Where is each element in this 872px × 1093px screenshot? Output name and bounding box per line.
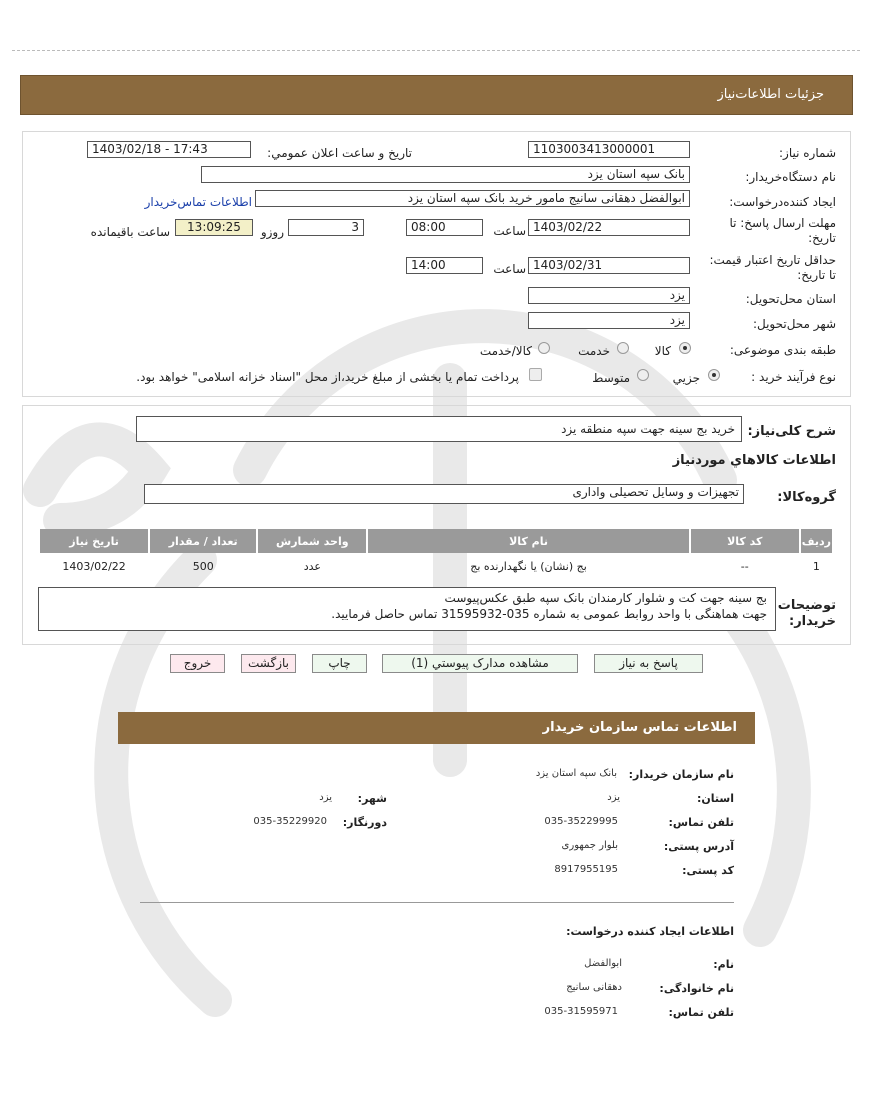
contact-address-value: بلوار جمهوری [561, 840, 618, 851]
top-divider [12, 50, 860, 51]
contact-title: اطلاعات تماس سازمان خریدار [542, 720, 737, 735]
announce-field: 1403/02/18 - 17:43 [87, 141, 251, 158]
category-radio-goods[interactable] [679, 342, 691, 354]
page-title: جزئیات اطلاعات‌نیاز [717, 87, 824, 102]
buyer-org-field: بانک سپه استان یزد [201, 166, 690, 183]
city-label: شهر محل‌تحویل: [752, 317, 836, 331]
contact-province-value: یزد [607, 792, 620, 803]
contact-divider [140, 902, 734, 903]
cell-name: بج (نشان) یا نگهدارنده بج [470, 559, 587, 573]
goods-group-label: گروه‌کالا: [777, 490, 836, 505]
category-radio-both[interactable] [538, 342, 550, 354]
deadline-date-field: 1403/02/22 [528, 219, 690, 236]
creator-info-title: اطلاعات ایجاد کننده درخواست: [566, 925, 734, 938]
validity-time-label: ساعت [493, 262, 526, 276]
remaining-timer: 13:09:25 [175, 219, 253, 236]
process-medium-label: متوسط [592, 371, 630, 385]
deadline-time-label: ساعت [493, 224, 526, 238]
contact-postal-value: 8917955195 [554, 864, 618, 875]
contact-fax-label: دورنگار: [342, 816, 387, 829]
goods-group-field: تجهیزات و وسایل تحصیلی واداری [144, 484, 744, 504]
category-radio-service[interactable] [617, 342, 629, 354]
contact-fax-value: 035-35229920 [253, 816, 327, 827]
col-date: تاریخ نیاز [40, 529, 148, 553]
contact-header [118, 712, 755, 744]
validity-date-field: 1403/02/31 [528, 257, 690, 274]
deadline-time-field: 08:00 [406, 219, 483, 236]
deadline-label: مهلت ارسال پاسخ: تا تاریخ: [729, 216, 836, 245]
creator-family-value: دهقانی سانیج [566, 982, 622, 993]
contact-address-label: آدرس پستی: [663, 840, 734, 853]
contact-org-value: بانک سپه استان یزد [535, 768, 617, 779]
validity-label: حداقل تاریخ اعتبار قیمت: تا تاریخ: [709, 253, 836, 282]
notes-label-1: توضیحات [777, 598, 836, 613]
notes-line-1: بج سینه جهت کت و شلوار کارمندان بانک سپه طبق عکس‌پیوست [444, 591, 767, 605]
cell-unit: عدد [303, 559, 321, 573]
category-goods-label: کالا [654, 344, 671, 358]
city-field: یزد [528, 312, 690, 329]
validity-time-field: 14:00 [406, 257, 483, 274]
exit-button[interactable]: خروج [170, 654, 225, 673]
process-radio-medium[interactable] [637, 369, 649, 381]
summary-field: خرید بج سینه جهت سپه منطقه یزد [136, 416, 742, 442]
days-field: 3 [288, 219, 364, 236]
goods-table [38, 527, 834, 579]
col-unit: واحد شمارش [258, 529, 366, 553]
buyer-contact-link[interactable]: اطلاعات تماس‌خریدار [144, 195, 252, 209]
process-radio-minor[interactable] [708, 369, 720, 381]
days-label: روزو [260, 225, 284, 239]
cell-row: 1 [812, 559, 820, 573]
contact-phone-value: 035-35229995 [544, 816, 618, 827]
creator-phone-value: 035-31595971 [544, 1006, 618, 1017]
page-header [20, 75, 853, 115]
contact-phone-label: تلفن تماس: [668, 816, 734, 829]
cell-date: 1403/02/22 [62, 559, 126, 573]
category-service-label: خدمت [578, 344, 610, 358]
buyer-notes-box [38, 587, 776, 631]
creator-name-value: ابوالفضل [584, 958, 622, 969]
province-field: یزد [528, 287, 690, 304]
category-both-label: کالا/خدمت [479, 344, 532, 358]
contact-postal-label: کد پستی: [682, 864, 734, 877]
contact-province-label: استان: [697, 792, 734, 805]
province-label: استان محل‌تحویل: [745, 292, 836, 306]
col-row: ردیف [801, 529, 832, 553]
cell-code: -- [740, 559, 749, 573]
treasury-payment-checkbox[interactable] [529, 368, 542, 381]
col-name: نام کالا [368, 529, 688, 553]
col-qty: تعداد / مقدار [150, 529, 256, 553]
category-label: طبقه بندی موضوعی: [729, 343, 836, 357]
cell-qty: 500 [192, 559, 214, 573]
need-number-field: 1103003413000001 [528, 141, 690, 158]
creator-phone-label: تلفن تماس: [668, 1006, 734, 1019]
attachments-button[interactable]: مشاهده مدارک پیوستي (1) [382, 654, 578, 673]
remaining-label: ساعت باقیمانده [90, 225, 170, 239]
need-number-label: شماره نیاز: [779, 146, 836, 160]
table-header-row [40, 529, 832, 553]
creator-family-label: نام خانوادگی: [659, 982, 734, 995]
notes-label-2: خریدار: [789, 614, 836, 629]
goods-section-title: اطلاعات کالاهاي موردنیاز [672, 453, 836, 468]
notes-line-2: جهت هماهنگی با واحد روابط عمومی به شماره 035-31595932 تماس حاصل فرمایید. [331, 607, 767, 621]
contact-org-label: نام سازمان خریدار: [628, 768, 734, 781]
summary-label: شرح کلی‌نیاز: [747, 424, 836, 439]
contact-city-value: یزد [319, 792, 332, 803]
reply-button[interactable]: پاسخ به نیاز [594, 654, 703, 673]
buyer-org-label: نام دستگاه‌خریدار: [745, 170, 836, 184]
creator-label: ایجاد کننده‌درخواست: [729, 195, 836, 209]
creator-name-label: نام: [713, 958, 734, 971]
process-label: نوع فرآیند خرید : [751, 370, 836, 384]
creator-field: ابوالفضل دهقانی سانیج مامور خرید بانک سپه استان یزد [255, 190, 690, 207]
process-minor-label: جزیي [672, 371, 700, 385]
contact-city-label: شهر: [357, 792, 387, 805]
treasury-payment-note: پرداخت تمام یا بخشی از مبلغ خرید،از محل "اسناد خزانه اسلامی" خواهد بود. [136, 370, 519, 384]
announce-label: تاریخ و ساعت اعلان عمومي: [267, 146, 412, 160]
col-code: کد کالا [691, 529, 799, 553]
back-button[interactable]: بازگشت [241, 654, 296, 673]
table-row [40, 555, 832, 577]
print-button[interactable]: چاپ [312, 654, 367, 673]
